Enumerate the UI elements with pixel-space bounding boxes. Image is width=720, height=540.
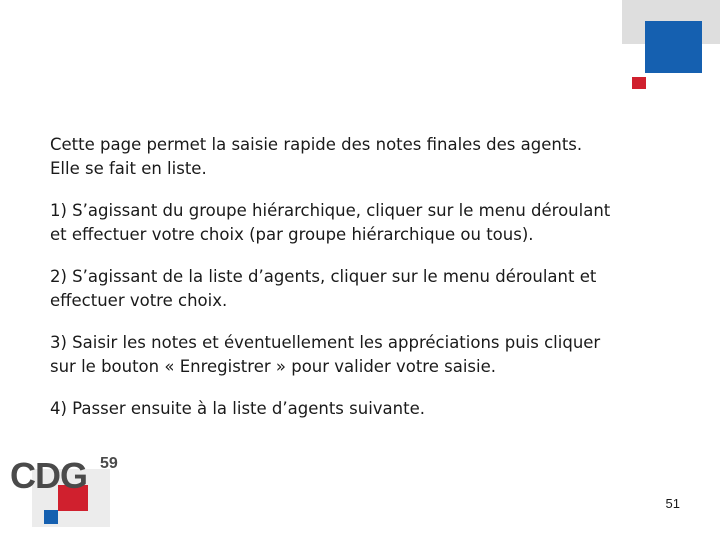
text-line: 3) Saisir les notes et éventuellement les appréciations puis cliquer	[50, 333, 601, 352]
logo-text: CDG	[10, 455, 87, 496]
blue-square-decoration	[645, 21, 702, 73]
text-line: 4) Passer ensuite à la liste d’agents suivante.	[50, 399, 425, 418]
text-line: 1) S’agissant du groupe hiérarchique, cliquer sur le menu déroulant	[50, 201, 611, 220]
text-line: effectuer votre choix.	[50, 291, 228, 310]
paragraph-intro	[50, 133, 680, 181]
page-number: 51	[665, 496, 680, 511]
paragraph-step-4	[50, 397, 680, 421]
corner-decoration	[0, 0, 720, 100]
paragraph-step-3	[50, 331, 680, 379]
text-line: sur le bouton « Enregistrer » pour valider votre saisie.	[50, 357, 496, 376]
text-line: 2) S’agissant de la liste d’agents, cliquer sur le menu déroulant et	[50, 267, 597, 286]
logo-superscript: 59	[100, 455, 118, 472]
paragraph-step-2	[50, 265, 680, 313]
text-line: et effectuer votre choix (par groupe hiérarchique ou tous).	[50, 225, 534, 244]
text-line: Cette page permet la saisie rapide des notes finales des agents.	[50, 135, 583, 154]
text-line: Elle se fait en liste.	[50, 159, 207, 178]
paragraph-step-1	[50, 199, 680, 247]
cdg59-logo	[10, 455, 120, 527]
red-square-decoration	[632, 77, 646, 89]
instructions-text	[50, 133, 680, 439]
